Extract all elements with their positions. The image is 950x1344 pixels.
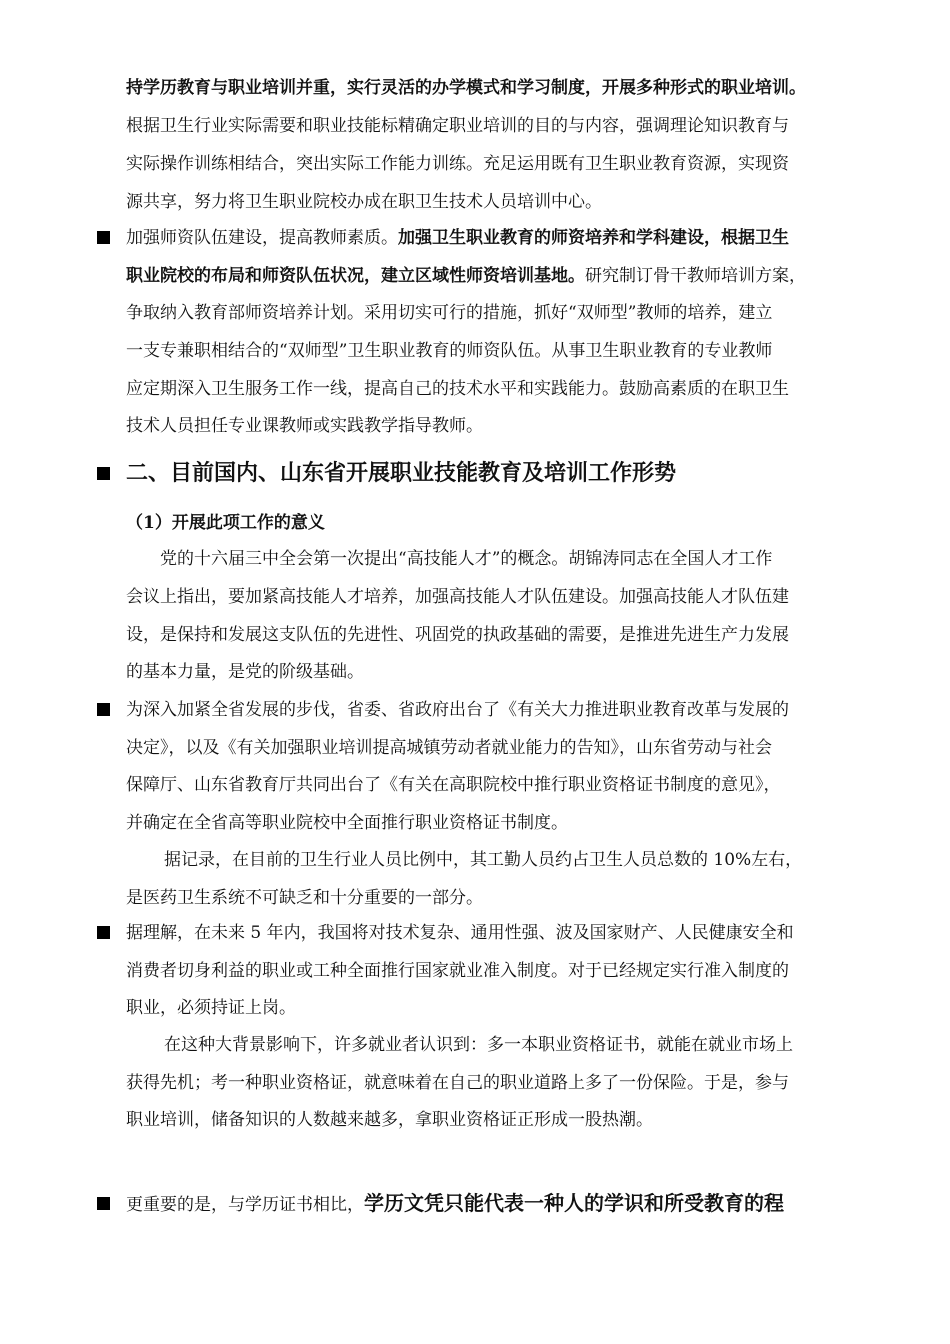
bullet-teachers-line-3: 争取纳入教育部师资培养计划。采用切实可行的措施，抓好“双师型”教师的培养，建立 (126, 303, 773, 323)
para-top-line-4: 源共享，努力将卫生职业院校办成在职卫生技术人员培训中心。 (126, 192, 602, 212)
bullet-policy-line-2: 消费者切身利益的职业或工种全面推行国家就业准入制度。对于已经规定实行准入制度的 (126, 961, 789, 981)
para-party-line-4: 的基本力量，是党的阶级基础。 (126, 662, 364, 682)
bullet-teachers-line-6: 技术人员担任专业课教师或实践教学指导教师。 (126, 416, 483, 436)
bullet-policy-line-1: 据理解，在未来 5 年内，我国将对技术复杂、通用性强、波及国家财产、人民健康安全和 (126, 923, 794, 943)
para-background-line-3: 职业培训，储备知识的人数越来越多，拿职业资格证正形成一股热潮。 (126, 1110, 653, 1130)
bullet-province-line-4: 并确定在全省高等职业院校中全面推行职业资格证书制度。 (126, 813, 568, 833)
bullet-province-line-3: 保障厅、山东省教育厅共同出台了《有关在高职院校中推行职业资格证书制度的意见》， (126, 775, 781, 795)
para-top-line-3: 实际操作训练相结合，突出实际工作能力训练。充足运用既有卫生职业教育资源，实现资 (126, 154, 789, 174)
bullet-icon (97, 231, 110, 244)
section-2-heading: 二、目前国内、山东省开展职业技能教育及培训工作形势 (126, 460, 677, 486)
para-background-line-2: 获得先机；考一种职业资格证，就意味着在自己的职业道路上多了一份保险。于是，参与 (126, 1073, 789, 1093)
para-stats-line-1: 据记录，在目前的卫生行业人员比例中，其工勤人员约占卫生人员总数的 10%左右， (164, 850, 803, 870)
para-party-line-2: 会议上指出，要加紧高技能人才培养，加强高技能人才队伍建设。加强高技能人才队伍建 (126, 587, 789, 607)
para-top-line-2: 根据卫生行业实际需要和职业技能标精确定职业培训的目的与内容，强调理论知识教育与 (126, 116, 789, 136)
bullet-province-line-2: 决定》，以及《有关加强职业培训提高城镇劳动者就业能力的告知》，山东省劳动与社会 (126, 738, 772, 758)
normal-text: 加强师资队伍建设，提高教师素质。 (126, 228, 398, 248)
bold-text: 学历文凭只能代表一种人的学识和所受教育的程 (364, 1191, 784, 1215)
bullet-icon (97, 926, 110, 939)
bullet-teachers-line-1 (126, 226, 896, 250)
bold-text: 职业院校的布局和师资队伍状况，建立区域性师资培训基地。 (126, 266, 585, 286)
bullet-icon (97, 467, 110, 480)
bullet-last-line-1 (126, 1189, 896, 1217)
para-background-line-1: 在这种大背景影响下，许多就业者认识到：多一本职业资格证书，就能在就业市场上 (164, 1035, 793, 1055)
normal-text: 更重要的是，与学历证书相比， (126, 1195, 364, 1215)
para-top-line-1: 持学历教育与职业培训并重，实行灵活的办学模式和学习制度，开展多种形式的职业培训。 (126, 78, 806, 98)
section-2-subheading: （1）开展此项工作的意义 (126, 513, 325, 533)
bullet-teachers-line-2 (126, 264, 896, 288)
para-party-line-1: 党的十六届三中全会第一次提出“高技能人才”的概念。胡锦涛同志在全国人才工作 (160, 549, 773, 569)
bold-text: 加强卫生职业教育的师资培养和学科建设，根据卫生 (398, 228, 789, 248)
bullet-icon (97, 703, 110, 716)
bullet-teachers-line-5: 应定期深入卫生服务工作一线，提高自己的技术水平和实践能力。鼓励高素质的在职卫生 (126, 379, 789, 399)
para-stats-line-2: 是医药卫生系统不可缺乏和十分重要的一部分。 (126, 888, 483, 908)
bullet-province-line-1: 为深入加紧全省发展的步伐，省委、省政府出台了《有关大力推进职业教育改革与发展的 (126, 700, 789, 720)
para-party-line-3: 设，是保持和发展这支队伍的先进性、巩固党的执政基础的需要，是推进先进生产力发展 (126, 625, 789, 645)
bullet-teachers-line-4: 一支专兼职相结合的“双师型”卫生职业教育的师资队伍。从事卫生职业教育的专业教师 (126, 341, 773, 361)
bullet-icon (97, 1197, 110, 1210)
normal-text: 研究制订骨干教师培训方案， (585, 266, 806, 286)
bullet-policy-line-3: 职业，必须持证上岗。 (126, 998, 296, 1018)
